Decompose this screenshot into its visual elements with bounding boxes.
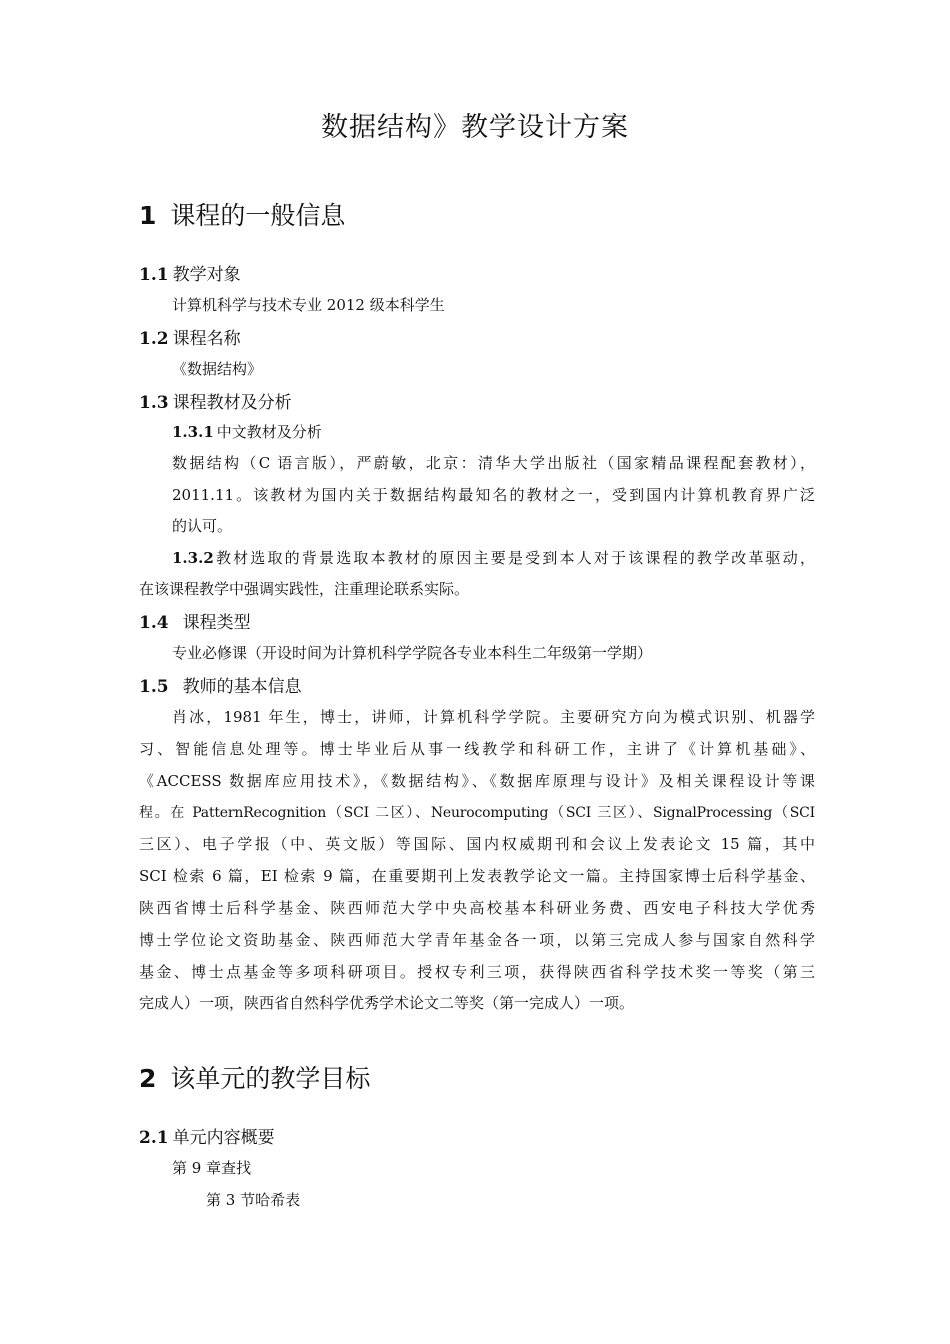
section-2-heading — [139, 1061, 370, 1097]
section-title: 课程的一般信息 — [170, 201, 346, 230]
section-number: 1 — [139, 201, 157, 230]
subsection-1-1-heading — [139, 262, 241, 288]
subsection-1-5-heading — [139, 674, 302, 700]
subsection-title: 课程类型 — [182, 613, 251, 633]
outline-chapter: 第 9 章查找 — [172, 1159, 252, 1177]
subsection-1-2-heading — [139, 326, 241, 352]
paragraph-line: 完成人）一项，陕西省自然科学优秀学术论文二等奖（第一完成人）一项。 — [139, 994, 635, 1012]
subsection-title: 课程教材及分析 — [172, 393, 292, 413]
subsection-title: 教学对象 — [172, 265, 241, 285]
section-title: 该单元的教学目标 — [170, 1064, 371, 1093]
subsection-number: 1.1 — [139, 265, 169, 285]
paragraph-course-name: 《数据结构》 — [172, 360, 263, 378]
subsection-2-1-heading — [139, 1125, 275, 1151]
paragraph-teaching-target: 计算机科学与技术专业 2012 级本科学生 — [172, 296, 445, 314]
paragraph-line: 的认可。 — [172, 517, 233, 535]
paragraph-line: 基金、博士点基金等多项科研项目。授权专利三项，获得陕西省科学技术奖一等奖（第三 — [139, 963, 815, 981]
subsection-title: 中文教材及分析 — [216, 423, 322, 441]
document-title: 数据结构》教学设计方案 — [321, 112, 629, 143]
subsection-1-4-heading — [139, 610, 251, 636]
paragraph-line: 数据结构（C 语言版），严蔚敏，北京：清华大学出版社（国家精品课程配套教材）， — [172, 454, 815, 472]
section-number: 2 — [139, 1064, 157, 1093]
paragraph-line: SCI 检索 6 篇，EI 检索 9 篇，在重要期刊上发表教学论文一篇。主持国家博士后科学基金、 — [139, 867, 815, 885]
paragraph-line: 博士学位论文资助基金、陕西师范大学青年基金各一项，以第三完成人参与国家自然科学 — [139, 931, 815, 949]
subsection-number: 1.3.2 — [172, 549, 214, 567]
subsection-1-3-2-line — [172, 546, 815, 570]
subsection-title: 课程名称 — [172, 329, 241, 349]
paragraph-line: 陕西省博士后科学基金、陕西师范大学中央高校基本科研业务费、西安电子科技大学优秀 — [139, 899, 815, 917]
paragraph-line: 三区）、电子学报（中、英文版）等国际、国内权威期刊和会议上发表论文 15 篇，其中 — [139, 835, 815, 853]
subsection-number: 1.2 — [139, 329, 169, 349]
section-1-heading — [139, 198, 345, 234]
paragraph-line: 在该课程教学中强调实践性，注重理论联系实际。 — [139, 580, 470, 598]
paragraph-line: 《ACCESS 数据库应用技术》，《数据结构》、《数据库原理与设计》及相关课程设计等课 — [139, 772, 815, 790]
subsection-number: 1.3 — [139, 393, 169, 413]
paragraph-line: 习、智能信息处理等。博士毕业后从事一线教学和科研工作，主讲了《计算机基础》、 — [139, 740, 815, 758]
subsection-1-3-heading — [139, 390, 292, 416]
subsection-number: 1.3.1 — [172, 423, 214, 441]
subsection-number: 1.4 — [139, 613, 169, 633]
subsection-title: 单元内容概要 — [172, 1128, 275, 1148]
outline-section: 第 3 节哈希表 — [206, 1191, 301, 1209]
paragraph-course-type: 专业必修课（开设时间为计算机科学学院各专业本科生二年级第一学期） — [172, 644, 653, 662]
subsection-number: 2.1 — [139, 1128, 169, 1148]
subsection-1-3-1-heading — [172, 420, 322, 444]
paragraph-line: 肖冰，1981 年生，博士，讲师，计算机科学学院。主要研究方向为模式识别、机器学 — [172, 708, 815, 726]
subsection-number: 1.5 — [139, 677, 169, 697]
paragraph-line: 2011.11。该教材为国内关于数据结构最知名的教材之一，受到国内计算机教育界广泛 — [172, 486, 815, 504]
paragraph-text: 教材选取的背景选取本教材的原因主要是受到本人对于该课程的教学改革驱动， — [213, 549, 815, 567]
subsection-title: 教师的基本信息 — [182, 677, 302, 697]
paragraph-line: 程。在 PatternRecognition（SCI 二区）、Neurocomputing（SCI 三区）、SignalProcessing（SCI — [139, 805, 815, 821]
